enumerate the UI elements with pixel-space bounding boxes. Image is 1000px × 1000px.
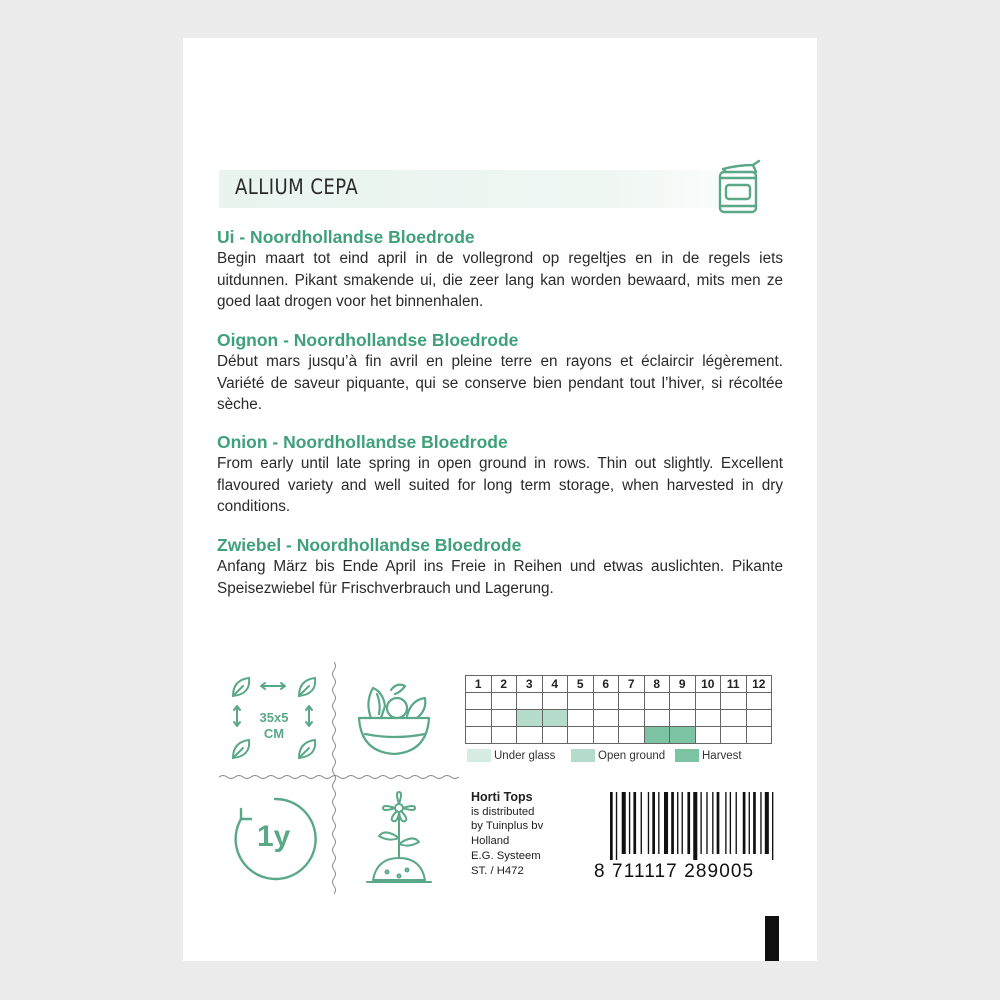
calendar-cell-harvest-9 (670, 727, 696, 744)
calendar-cell-open-ground-2 (491, 710, 517, 727)
spacing-value: 35x5 (259, 710, 289, 725)
spacing-unit: CM (263, 726, 285, 741)
seedling-icon (363, 790, 435, 888)
seed-packet-back (183, 38, 817, 961)
calendar-cell-under-glass-3 (517, 693, 543, 710)
calendar-row-harvest (466, 727, 772, 744)
latin-name-banner (219, 170, 764, 208)
barcode-bar (687, 792, 690, 854)
barcode-bar (730, 792, 731, 854)
calendar-month-4: 4 (542, 676, 568, 693)
calendar-month-12: 12 (746, 676, 772, 693)
icon-grid-divider-horizontal (219, 772, 459, 782)
calendar-cell-under-glass-2 (491, 693, 517, 710)
spacing-label (256, 710, 292, 742)
calendar-cell-open-ground-4 (542, 710, 568, 727)
barcode-bar (772, 792, 773, 860)
legend-under-glass: Under glass (494, 750, 556, 762)
section-title: Ui - Noordhollandse Bloedrode (217, 227, 475, 247)
lifecycle-label: 1y (257, 820, 291, 853)
calendar-cell-under-glass-1 (466, 693, 492, 710)
calendar-month-1: 1 (466, 676, 492, 693)
barcode-bar (658, 792, 659, 854)
section-title: Onion - Noordhollandse Bloedrode (217, 432, 508, 452)
calendar-month-6: 6 (593, 676, 619, 693)
barcode (608, 792, 780, 860)
barcode-bar (633, 792, 636, 854)
calendar-cell-harvest-4 (542, 727, 568, 744)
calendar-month-2: 2 (491, 676, 517, 693)
seed-jar-icon (715, 156, 763, 218)
barcode-bar (760, 792, 761, 854)
calendar-cell-harvest-10 (695, 727, 721, 744)
barcode-bar (629, 792, 630, 854)
section-body: Début mars jusqu’à fin avril en pleine terre en rayons et éclaircir légèrement. Variété de saveur piquante, qui se conserve bien pendant tout l’hiver, si récoltée sèche. (217, 353, 783, 413)
description-dutch (217, 226, 783, 313)
barcode-bar (616, 792, 617, 860)
barcode-bar (765, 792, 769, 854)
barcode-bar (677, 792, 678, 854)
description-german (217, 534, 783, 599)
section-title: Oignon - Noordhollandse Bloedrode (217, 330, 519, 350)
calendar-cell-harvest-1 (466, 727, 492, 744)
barcode-bar (743, 792, 746, 854)
distributor-line: Holland (471, 835, 510, 848)
calendar-cell-open-ground-7 (619, 710, 645, 727)
calendar-cell-harvest-7 (619, 727, 645, 744)
section-body: From early until late spring in open ground in rows. Thin out slightly. Excellent flavoured variety and well suited for long term storage, when harvested in dry conditions. (217, 455, 783, 515)
barcode-number: 8 711117 289005 (594, 861, 755, 882)
calendar-cell-open-ground-8 (644, 710, 670, 727)
print-marker (765, 916, 779, 961)
calendar-cell-open-ground-3 (517, 710, 543, 727)
barcode-bar (652, 792, 655, 854)
barcode-bar (712, 792, 713, 854)
calendar-cell-under-glass-5 (568, 693, 594, 710)
calendar-cell-open-ground-12 (746, 710, 772, 727)
calendar-cell-open-ground-6 (593, 710, 619, 727)
barcode-bar (753, 792, 756, 854)
calendar-month-5: 5 (568, 676, 594, 693)
brand-name: Horti Tops (471, 790, 533, 804)
barcode-bar (706, 792, 707, 854)
calendar-cell-harvest-6 (593, 727, 619, 744)
calendar-cell-under-glass-12 (746, 693, 772, 710)
calendar-cell-open-ground-10 (695, 710, 721, 727)
barcode-bar (641, 792, 642, 854)
calendar-month-11: 11 (721, 676, 747, 693)
calendar-cell-under-glass-6 (593, 693, 619, 710)
barcode-bar (671, 792, 674, 854)
calendar-cell-harvest-12 (746, 727, 772, 744)
legend-swatch-under-glass (467, 749, 491, 762)
calendar-month-7: 7 (619, 676, 645, 693)
calendar-cell-open-ground-1 (466, 710, 492, 727)
barcode-bar (622, 792, 626, 854)
latin-name: ALLIUM CEPA (235, 175, 359, 199)
description-french (217, 329, 783, 416)
barcode-bar (610, 792, 613, 860)
calendar-cell-under-glass-4 (542, 693, 568, 710)
calendar-cell-harvest-2 (491, 727, 517, 744)
calendar-cell-harvest-3 (517, 727, 543, 744)
barcode-bar (693, 792, 697, 860)
calendar-cell-under-glass-7 (619, 693, 645, 710)
barcode-bar (717, 792, 720, 854)
calendar-month-10: 10 (695, 676, 721, 693)
calendar-row-open-ground (466, 710, 772, 727)
calendar-cell-under-glass-10 (695, 693, 721, 710)
barcode-bar (648, 792, 649, 854)
calendar-cell-under-glass-8 (644, 693, 670, 710)
distributor-line: E.G. Systeem (471, 849, 541, 862)
barcode-bar (664, 792, 668, 854)
distributor-line: ST. / H472 (471, 864, 524, 877)
legend-harvest: Harvest (702, 750, 742, 762)
barcode-bar (700, 792, 701, 854)
calendar-row-under-glass (466, 693, 772, 710)
calendar-month-row (466, 676, 772, 693)
barcode-bar (736, 792, 737, 854)
sowing-calendar (465, 675, 772, 744)
calendar-cell-harvest-8 (644, 727, 670, 744)
calendar-cell-harvest-11 (721, 727, 747, 744)
distributor-line: by Tuinplus bv (471, 820, 544, 833)
calendar-cell-open-ground-9 (670, 710, 696, 727)
calendar-cell-harvest-5 (568, 727, 594, 744)
legend-swatch-harvest (675, 749, 699, 762)
distributor-info (471, 790, 543, 878)
vegetable-bowl-icon (351, 676, 441, 762)
calendar-cell-open-ground-5 (568, 710, 594, 727)
calendar-cell-under-glass-11 (721, 693, 747, 710)
calendar-month-9: 9 (670, 676, 696, 693)
calendar-cell-open-ground-11 (721, 710, 747, 727)
barcode-bar (749, 792, 750, 854)
legend-open-ground: Open ground (598, 750, 666, 762)
section-body: Begin maart tot eind april in de vollegrond op regeltjes en in de regels iets uitdunnen. Pikant smakende ui, die zeer lang kan worden bewaard, mits men ze goed laat drogen voor het binnenhalen. (217, 250, 783, 310)
calendar-cell-under-glass-9 (670, 693, 696, 710)
section-body: Anfang März bis Ende April ins Freie in Reihen und etwas auslichten. Pikante Speisezwiebel für Frischverbrauch und Lagerung. (217, 558, 783, 597)
section-title: Zwiebel - Noordhollandse Bloedrode (217, 535, 522, 555)
calendar-month-3: 3 (517, 676, 543, 693)
calendar-month-8: 8 (644, 676, 670, 693)
barcode-bar (682, 792, 683, 854)
description-english (217, 431, 783, 518)
distributor-line: is distributed (471, 805, 535, 818)
legend-swatch-open-ground (571, 749, 595, 762)
barcode-bar (725, 792, 726, 854)
